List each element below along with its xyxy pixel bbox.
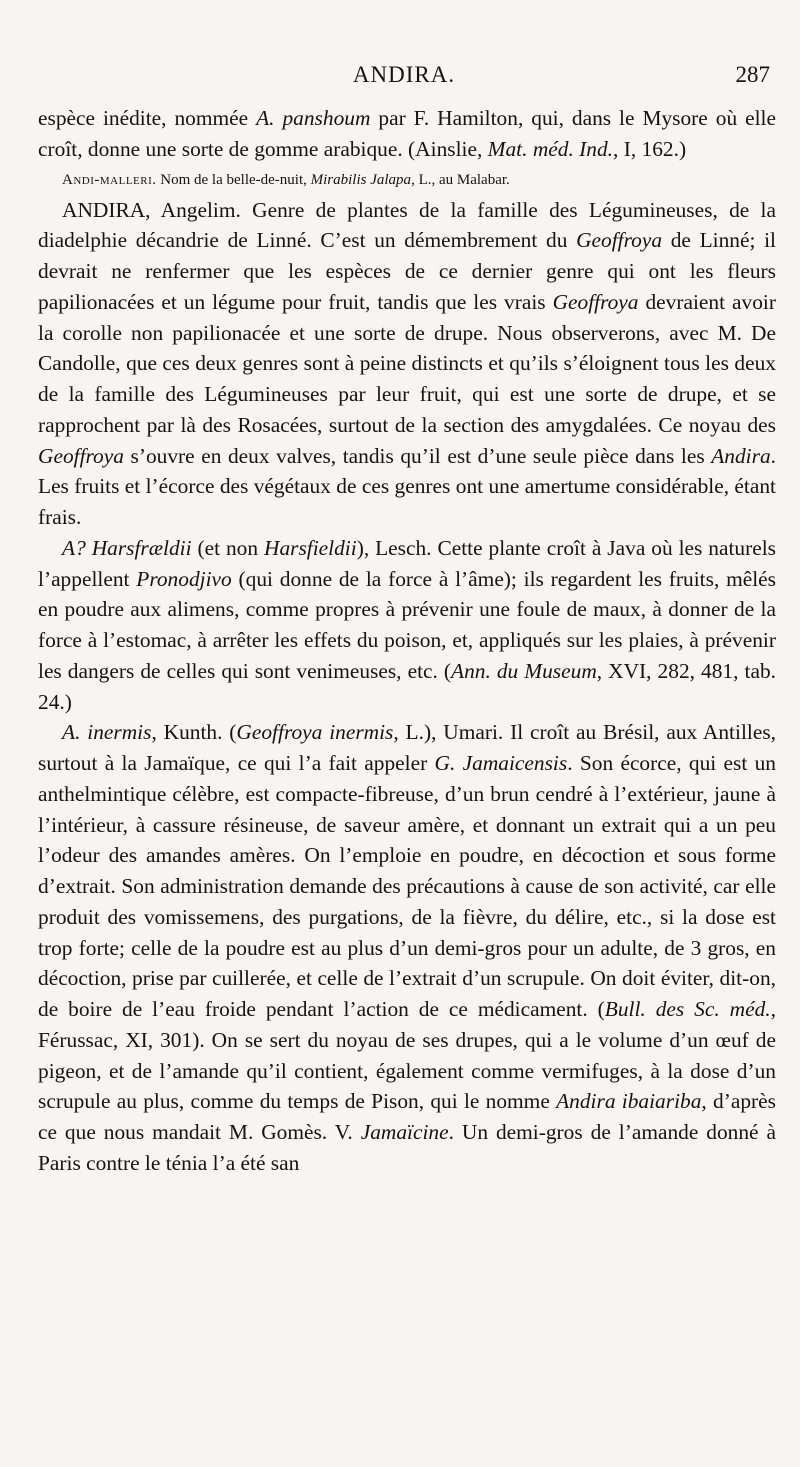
body-text (38, 103, 776, 1179)
text-run: (et non (191, 535, 264, 560)
text-run: , I, 162.) (613, 136, 687, 161)
page-number: 287 (735, 62, 770, 87)
text-run: , XVI, 282, 481, tab. 24.) (38, 658, 776, 714)
species-name: Mirabilis Jalapa (310, 171, 412, 188)
page-header (38, 62, 770, 98)
text-run: , Férussac, XI, 301). On se sert du noyau de ses drupes, qui a le volume d’un œuf de pigeon, et de l’amande qu’il contient, également comme vermifuges, à la dose d’un scrupule au plus, comme du temps de Pison, qui le nomme (38, 997, 776, 1114)
text-run: . Les fruits et l’écorce des végétaux de ces genres ont une amertume considérable, étant frais. (38, 443, 776, 529)
text-run: Nom de la belle-de-nuit, (156, 171, 311, 188)
text-run: s’ouvre en deux valves, tandis qu’il est d’une seule pièce dans les (123, 443, 712, 468)
species-name: A. inermis (62, 720, 152, 745)
text-run: . Son écorce, qui est un anthelmintique célèbre, est compacte-fibreuse, d’un brun cendré à l’extérieur, jaune à l’intérieur, à cassure résineuse, de saveur amère, et donnant un extrait qui a un peu l’odeur des amandes amères. On l’emploie en poudre, en décoction et sous forme d’extrait. Son administration demande des précautions à cause de son activité, car elle produit des vomissemens, des purgations, de la fièvre, du délire, etc., si la dose est trop forte; celle de la poudre est au plus d’un demi-gros pour un adulte, de 3 gros, en décoction, prise par cuillerée, et celle de l’extrait d’un scrupule. On doit éviter, dit-on, de boire de l’eau froide pendant l’action de ce médicament. ( (38, 751, 776, 1021)
species-name: A. panshoum (256, 106, 371, 130)
text-run: (qui donne de la force à l’âme); ils regardent les fruits, mêlés en poudre aux alimens, comme propres à prévenir une foule de maux, à donner de la force à l’estomac, à arrêter les effets du poison, et, appliqués sur les plaies, à prévenir les dangers de celles qui sont venimeuses, etc. ( (38, 566, 776, 683)
running-title: ANDIRA. (352, 62, 456, 87)
text-run: . Un demi-gros de l’amande donné à Paris contre le ténia l’a été san (38, 1120, 776, 1175)
reference-title: Bull. des Sc. méd. (604, 997, 771, 1021)
text-run: espèce inédite, nommée (38, 106, 257, 130)
reference-title: Mat. méd. Ind. (487, 136, 614, 161)
entry-andi-malleri (38, 165, 776, 195)
text-run: ANDIRA, Angelim. Genre de plantes de la famille des Légumineuses, de la diadelphie décandrie de Linné. C’est un démembrement du (38, 197, 776, 253)
genus-name: Geoffroya (38, 443, 124, 468)
text-run: de Linné; il devrait ne renfermer que les espèces de ce dernier genre qui ont les fleurs papilionacées et un légume pour fruit, tandis que les vrais (38, 228, 776, 314)
genus-name: Andira (711, 443, 771, 468)
text-run: , L., au Malabar. (411, 171, 510, 188)
text-run: , Kunth. ( (151, 720, 237, 745)
cross-reference: Jamaïcine (360, 1120, 449, 1144)
entry-headword: Andi-malleri. (62, 171, 157, 188)
vernacular-name: Pronodjivo (136, 566, 232, 591)
species-name: G. Jamaicensis (434, 751, 568, 775)
species-name: Andira ibaiariba (556, 1089, 702, 1114)
paragraph-continuation (38, 103, 776, 165)
species-name: A? Harsfrældii (62, 535, 192, 560)
text-run: devraient avoir la corolle non papilionacée et une sorte de drupe. Nous observerons, avec M. De Candolle, que ces deux genres sont à peine distincts et qu’ils s’éloignent tous les deux de la famille des Légumineuses par leur fruit, qui est une sorte de drupe, et se rapprochent par là des Rosacées, surtout de la section des amygdalées. Ce noyau des (38, 289, 776, 437)
entry-a-inermis (38, 717, 776, 1178)
species-name: Geoffroya inermis (236, 720, 394, 745)
genus-name: Geoffroya (552, 289, 639, 314)
species-name: Harsfieldii (264, 535, 357, 560)
text-run: , L.), Umari. Il croît au Brésil, aux Antilles, surtout à la Jamaïque, ce qui l’a fait appeler (38, 720, 776, 775)
entry-a-harsfraeldii (38, 533, 776, 718)
genus-name: Geoffroya (576, 228, 663, 253)
entry-andira (38, 195, 776, 533)
text-run: , d’après ce que nous mandait M. Gomès. V. (38, 1089, 776, 1144)
text-run: par F. Hamilton, qui, dans le Mysore où elle croît, donne une sorte de gomme arabique. (Ainslie, (38, 106, 776, 161)
text-run: ), Lesch. Cette plante croît à Java où les naturels l’appellent (38, 535, 776, 591)
reference-title: Ann. du Museum (451, 658, 597, 683)
